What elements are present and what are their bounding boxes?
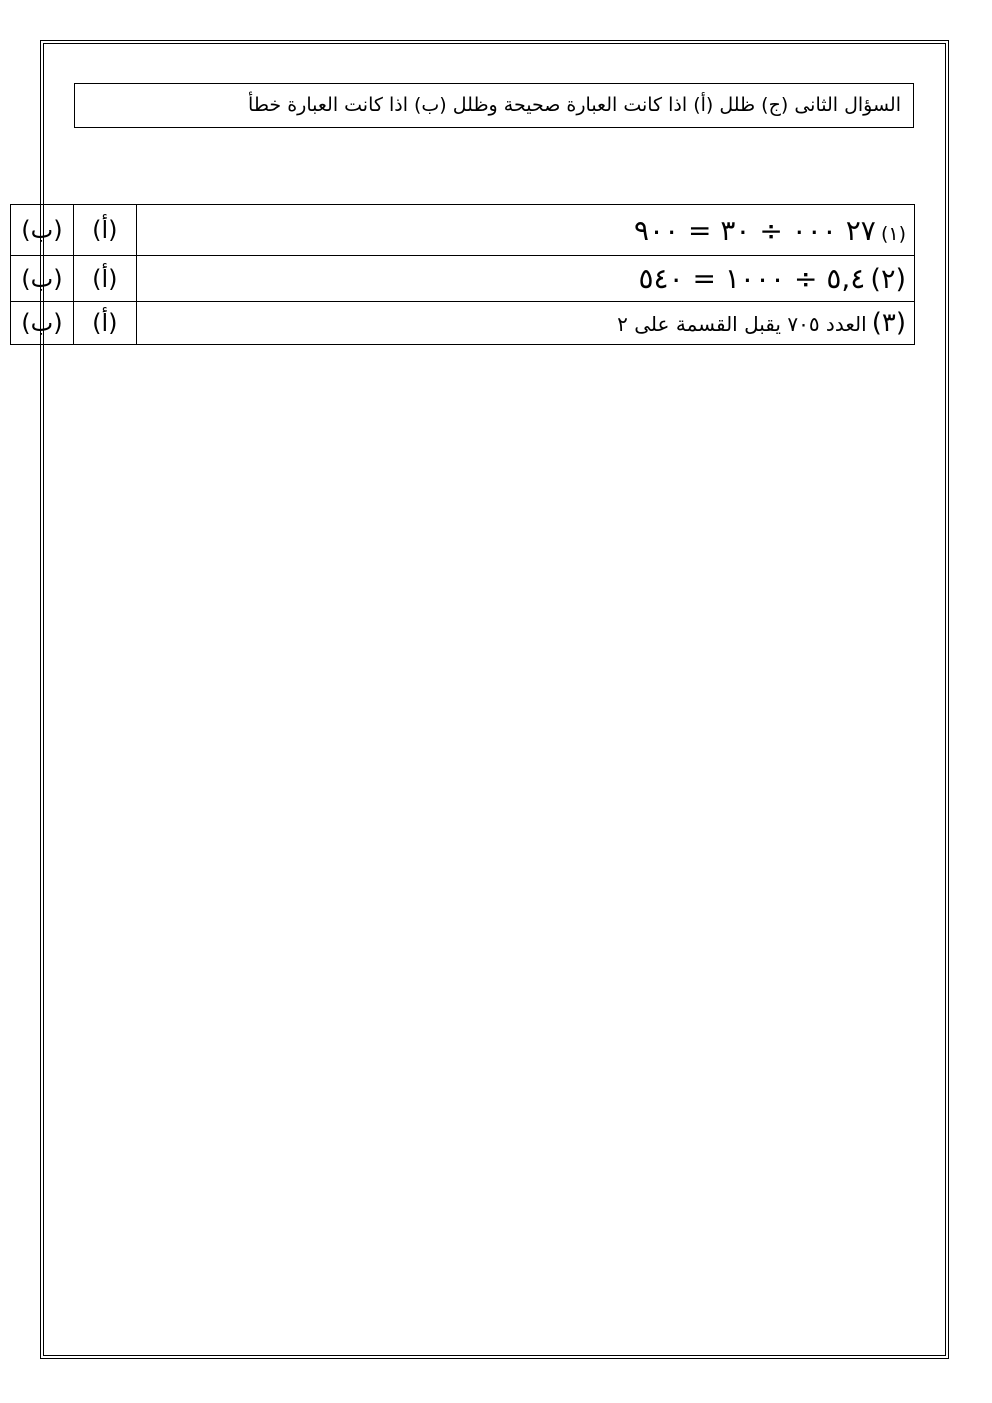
table-row bbox=[11, 256, 915, 302]
question-cell bbox=[136, 302, 914, 345]
question-statement: ٥,٤ ÷ ١٠٠٠ = ٥٤٠ bbox=[638, 262, 866, 295]
question-heading: السؤال الثانى (ج) ظلل (أ) اذا كانت العبارة صحيحة وظلل (ب) اذا كانت العبارة خطأ bbox=[74, 83, 914, 128]
question-number: (٢) bbox=[870, 264, 906, 295]
option-b[interactable]: (ب) bbox=[11, 256, 74, 302]
option-a[interactable]: (أ) bbox=[73, 205, 136, 256]
question-cell bbox=[136, 205, 914, 256]
option-b[interactable]: (ب) bbox=[11, 302, 74, 345]
question-number: (١) bbox=[880, 222, 906, 245]
table-row bbox=[11, 205, 915, 256]
option-a[interactable]: (أ) bbox=[73, 302, 136, 345]
question-cell bbox=[136, 256, 914, 302]
option-a[interactable]: (أ) bbox=[73, 256, 136, 302]
table-row bbox=[11, 302, 915, 345]
question-statement: العدد ٧٠٥ يقبل القسمة على ٢ bbox=[617, 312, 867, 336]
option-b[interactable]: (ب) bbox=[11, 205, 74, 256]
question-number: (٣) bbox=[871, 308, 906, 338]
question-statement: ٢٧ ٠٠٠ ÷ ٣٠ = ٩٠٠ bbox=[634, 213, 876, 247]
questions-table bbox=[10, 204, 915, 345]
